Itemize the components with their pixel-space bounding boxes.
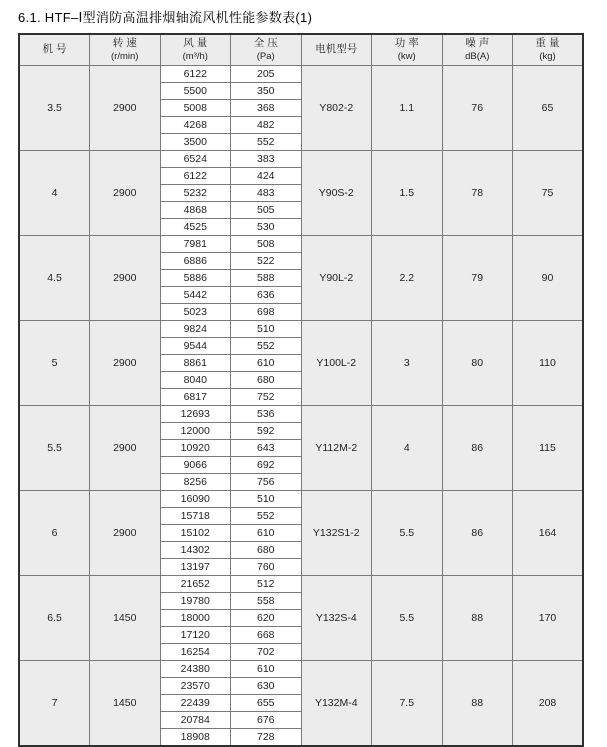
column-header	[160, 34, 231, 65]
table-row	[19, 405, 583, 422]
airflow-cell: 8256	[160, 473, 231, 490]
fan-size-cell: 7	[19, 660, 90, 746]
page-title: 6.1. HTF–Ⅰ型消防高温排烟轴流风机性能参数表(1)	[18, 10, 313, 25]
fan-size-cell: 4	[19, 150, 90, 235]
airflow-cell: 9824	[160, 320, 231, 337]
speed-cell: 2900	[90, 235, 161, 320]
fan-size-cell: 6.5	[19, 575, 90, 660]
airflow-cell: 10920	[160, 439, 231, 456]
pressure-cell: 510	[231, 490, 302, 507]
airflow-cell: 6817	[160, 388, 231, 405]
weight-cell: 208	[513, 660, 584, 746]
airflow-cell: 14302	[160, 541, 231, 558]
table-row	[19, 150, 583, 167]
pressure-cell: 552	[231, 133, 302, 150]
airflow-cell: 7981	[160, 235, 231, 252]
airflow-cell: 21652	[160, 575, 231, 592]
airflow-cell: 5886	[160, 269, 231, 286]
fan-performance-table	[18, 33, 584, 747]
table-row	[19, 575, 583, 592]
column-header	[90, 34, 161, 65]
noise-cell: 86	[442, 490, 513, 575]
pressure-cell: 505	[231, 201, 302, 218]
pressure-cell: 698	[231, 303, 302, 320]
airflow-cell: 5023	[160, 303, 231, 320]
fan-size-cell: 3.5	[19, 65, 90, 150]
pressure-cell: 588	[231, 269, 302, 286]
pressure-cell: 350	[231, 82, 302, 99]
speed-cell: 2900	[90, 65, 161, 150]
airflow-cell: 4268	[160, 116, 231, 133]
airflow-cell: 16090	[160, 490, 231, 507]
column-header-title: 电机型号	[315, 43, 358, 56]
airflow-cell: 6122	[160, 65, 231, 82]
table-row	[19, 490, 583, 507]
pressure-cell: 728	[231, 728, 302, 746]
weight-cell: 115	[513, 405, 584, 490]
speed-cell: 2900	[90, 150, 161, 235]
airflow-cell: 8861	[160, 354, 231, 371]
airflow-cell: 4525	[160, 218, 231, 235]
pressure-cell: 756	[231, 473, 302, 490]
pressure-cell: 610	[231, 660, 302, 677]
pressure-cell: 643	[231, 439, 302, 456]
column-header-title: 噪 声	[465, 37, 490, 49]
fan-size-cell: 4.5	[19, 235, 90, 320]
weight-cell: 65	[513, 65, 584, 150]
table-row	[19, 660, 583, 677]
speed-cell: 2900	[90, 320, 161, 405]
column-header	[372, 34, 443, 65]
column-header-unit: (m³/h)	[182, 50, 208, 62]
column-header	[442, 34, 513, 65]
table-header	[19, 34, 583, 65]
motor-model-cell: Y90L-2	[301, 235, 372, 320]
pressure-cell: 636	[231, 286, 302, 303]
airflow-cell: 13197	[160, 558, 231, 575]
fan-size-cell: 5	[19, 320, 90, 405]
fan-size-cell: 5.5	[19, 405, 90, 490]
noise-cell: 88	[442, 575, 513, 660]
power-cell: 4	[372, 405, 443, 490]
pressure-cell: 702	[231, 643, 302, 660]
speed-cell: 2900	[90, 490, 161, 575]
pressure-cell: 630	[231, 677, 302, 694]
airflow-cell: 6122	[160, 167, 231, 184]
airflow-cell: 15102	[160, 524, 231, 541]
pressure-cell: 552	[231, 337, 302, 354]
pressure-cell: 522	[231, 252, 302, 269]
airflow-cell: 9544	[160, 337, 231, 354]
power-cell: 7.5	[372, 660, 443, 746]
airflow-cell: 16254	[160, 643, 231, 660]
weight-cell: 164	[513, 490, 584, 575]
pressure-cell: 383	[231, 150, 302, 167]
motor-model-cell: Y112M-2	[301, 405, 372, 490]
power-cell: 2.2	[372, 235, 443, 320]
airflow-cell: 19780	[160, 592, 231, 609]
airflow-cell: 5232	[160, 184, 231, 201]
column-header-unit: (kw)	[397, 50, 416, 62]
airflow-cell: 6524	[160, 150, 231, 167]
airflow-cell: 15718	[160, 507, 231, 524]
airflow-cell: 6886	[160, 252, 231, 269]
speed-cell: 1450	[90, 660, 161, 746]
pressure-cell: 483	[231, 184, 302, 201]
pressure-cell: 368	[231, 99, 302, 116]
pressure-cell: 668	[231, 626, 302, 643]
pressure-cell: 536	[231, 405, 302, 422]
column-header-title: 重 量	[535, 37, 560, 49]
motor-model-cell: Y132M-4	[301, 660, 372, 746]
power-cell: 5.5	[372, 490, 443, 575]
noise-cell: 86	[442, 405, 513, 490]
power-cell: 3	[372, 320, 443, 405]
noise-cell: 78	[442, 150, 513, 235]
column-header	[513, 34, 584, 65]
pressure-cell: 530	[231, 218, 302, 235]
noise-cell: 79	[442, 235, 513, 320]
weight-cell: 75	[513, 150, 584, 235]
airflow-cell: 23570	[160, 677, 231, 694]
column-header-unit: (r/min)	[111, 50, 139, 62]
airflow-cell: 17120	[160, 626, 231, 643]
pressure-cell: 482	[231, 116, 302, 133]
pressure-cell: 752	[231, 388, 302, 405]
speed-cell: 2900	[90, 405, 161, 490]
pressure-cell: 592	[231, 422, 302, 439]
column-header-title: 全 压	[253, 37, 278, 49]
airflow-cell: 4868	[160, 201, 231, 218]
column-header-unit: (Pa)	[256, 50, 275, 62]
column-header	[231, 34, 302, 65]
pressure-cell: 692	[231, 456, 302, 473]
airflow-cell: 12000	[160, 422, 231, 439]
column-header-title: 转 速	[112, 37, 137, 49]
header-row	[19, 34, 583, 65]
airflow-cell: 5442	[160, 286, 231, 303]
pressure-cell: 205	[231, 65, 302, 82]
noise-cell: 88	[442, 660, 513, 746]
airflow-cell: 9066	[160, 456, 231, 473]
airflow-cell: 3500	[160, 133, 231, 150]
pressure-cell: 424	[231, 167, 302, 184]
pressure-cell: 610	[231, 354, 302, 371]
airflow-cell: 20784	[160, 711, 231, 728]
power-cell: 1.1	[372, 65, 443, 150]
pressure-cell: 680	[231, 541, 302, 558]
weight-cell: 170	[513, 575, 584, 660]
airflow-cell: 5008	[160, 99, 231, 116]
speed-cell: 1450	[90, 575, 161, 660]
table-body	[19, 65, 583, 746]
fan-size-cell: 6	[19, 490, 90, 575]
table-row	[19, 65, 583, 82]
power-cell: 5.5	[372, 575, 443, 660]
motor-model-cell: Y100L-2	[301, 320, 372, 405]
airflow-cell: 18000	[160, 609, 231, 626]
pressure-cell: 512	[231, 575, 302, 592]
airflow-cell: 24380	[160, 660, 231, 677]
noise-cell: 76	[442, 65, 513, 150]
pressure-cell: 680	[231, 371, 302, 388]
weight-cell: 110	[513, 320, 584, 405]
pressure-cell: 510	[231, 320, 302, 337]
column-header-unit: (kg)	[539, 50, 556, 62]
motor-model-cell: Y802-2	[301, 65, 372, 150]
motor-model-cell: Y90S-2	[301, 150, 372, 235]
pressure-cell: 620	[231, 609, 302, 626]
motor-model-cell: Y132S1-2	[301, 490, 372, 575]
airflow-cell: 5500	[160, 82, 231, 99]
column-header-title: 功 率	[394, 37, 419, 49]
column-header	[19, 34, 90, 65]
pressure-cell: 552	[231, 507, 302, 524]
power-cell: 1.5	[372, 150, 443, 235]
airflow-cell: 8040	[160, 371, 231, 388]
pressure-cell: 676	[231, 711, 302, 728]
noise-cell: 80	[442, 320, 513, 405]
pressure-cell: 760	[231, 558, 302, 575]
pressure-cell: 610	[231, 524, 302, 541]
pressure-cell: 508	[231, 235, 302, 252]
weight-cell: 90	[513, 235, 584, 320]
column-header-unit: dB(A)	[465, 50, 490, 62]
column-header-title: 机 号	[42, 43, 67, 56]
table-row	[19, 235, 583, 252]
airflow-cell: 12693	[160, 405, 231, 422]
pressure-cell: 558	[231, 592, 302, 609]
airflow-cell: 18908	[160, 728, 231, 746]
pressure-cell: 655	[231, 694, 302, 711]
column-header-title: 风 量	[183, 37, 208, 49]
motor-model-cell: Y132S-4	[301, 575, 372, 660]
airflow-cell: 22439	[160, 694, 231, 711]
table-row	[19, 320, 583, 337]
column-header	[301, 34, 372, 65]
